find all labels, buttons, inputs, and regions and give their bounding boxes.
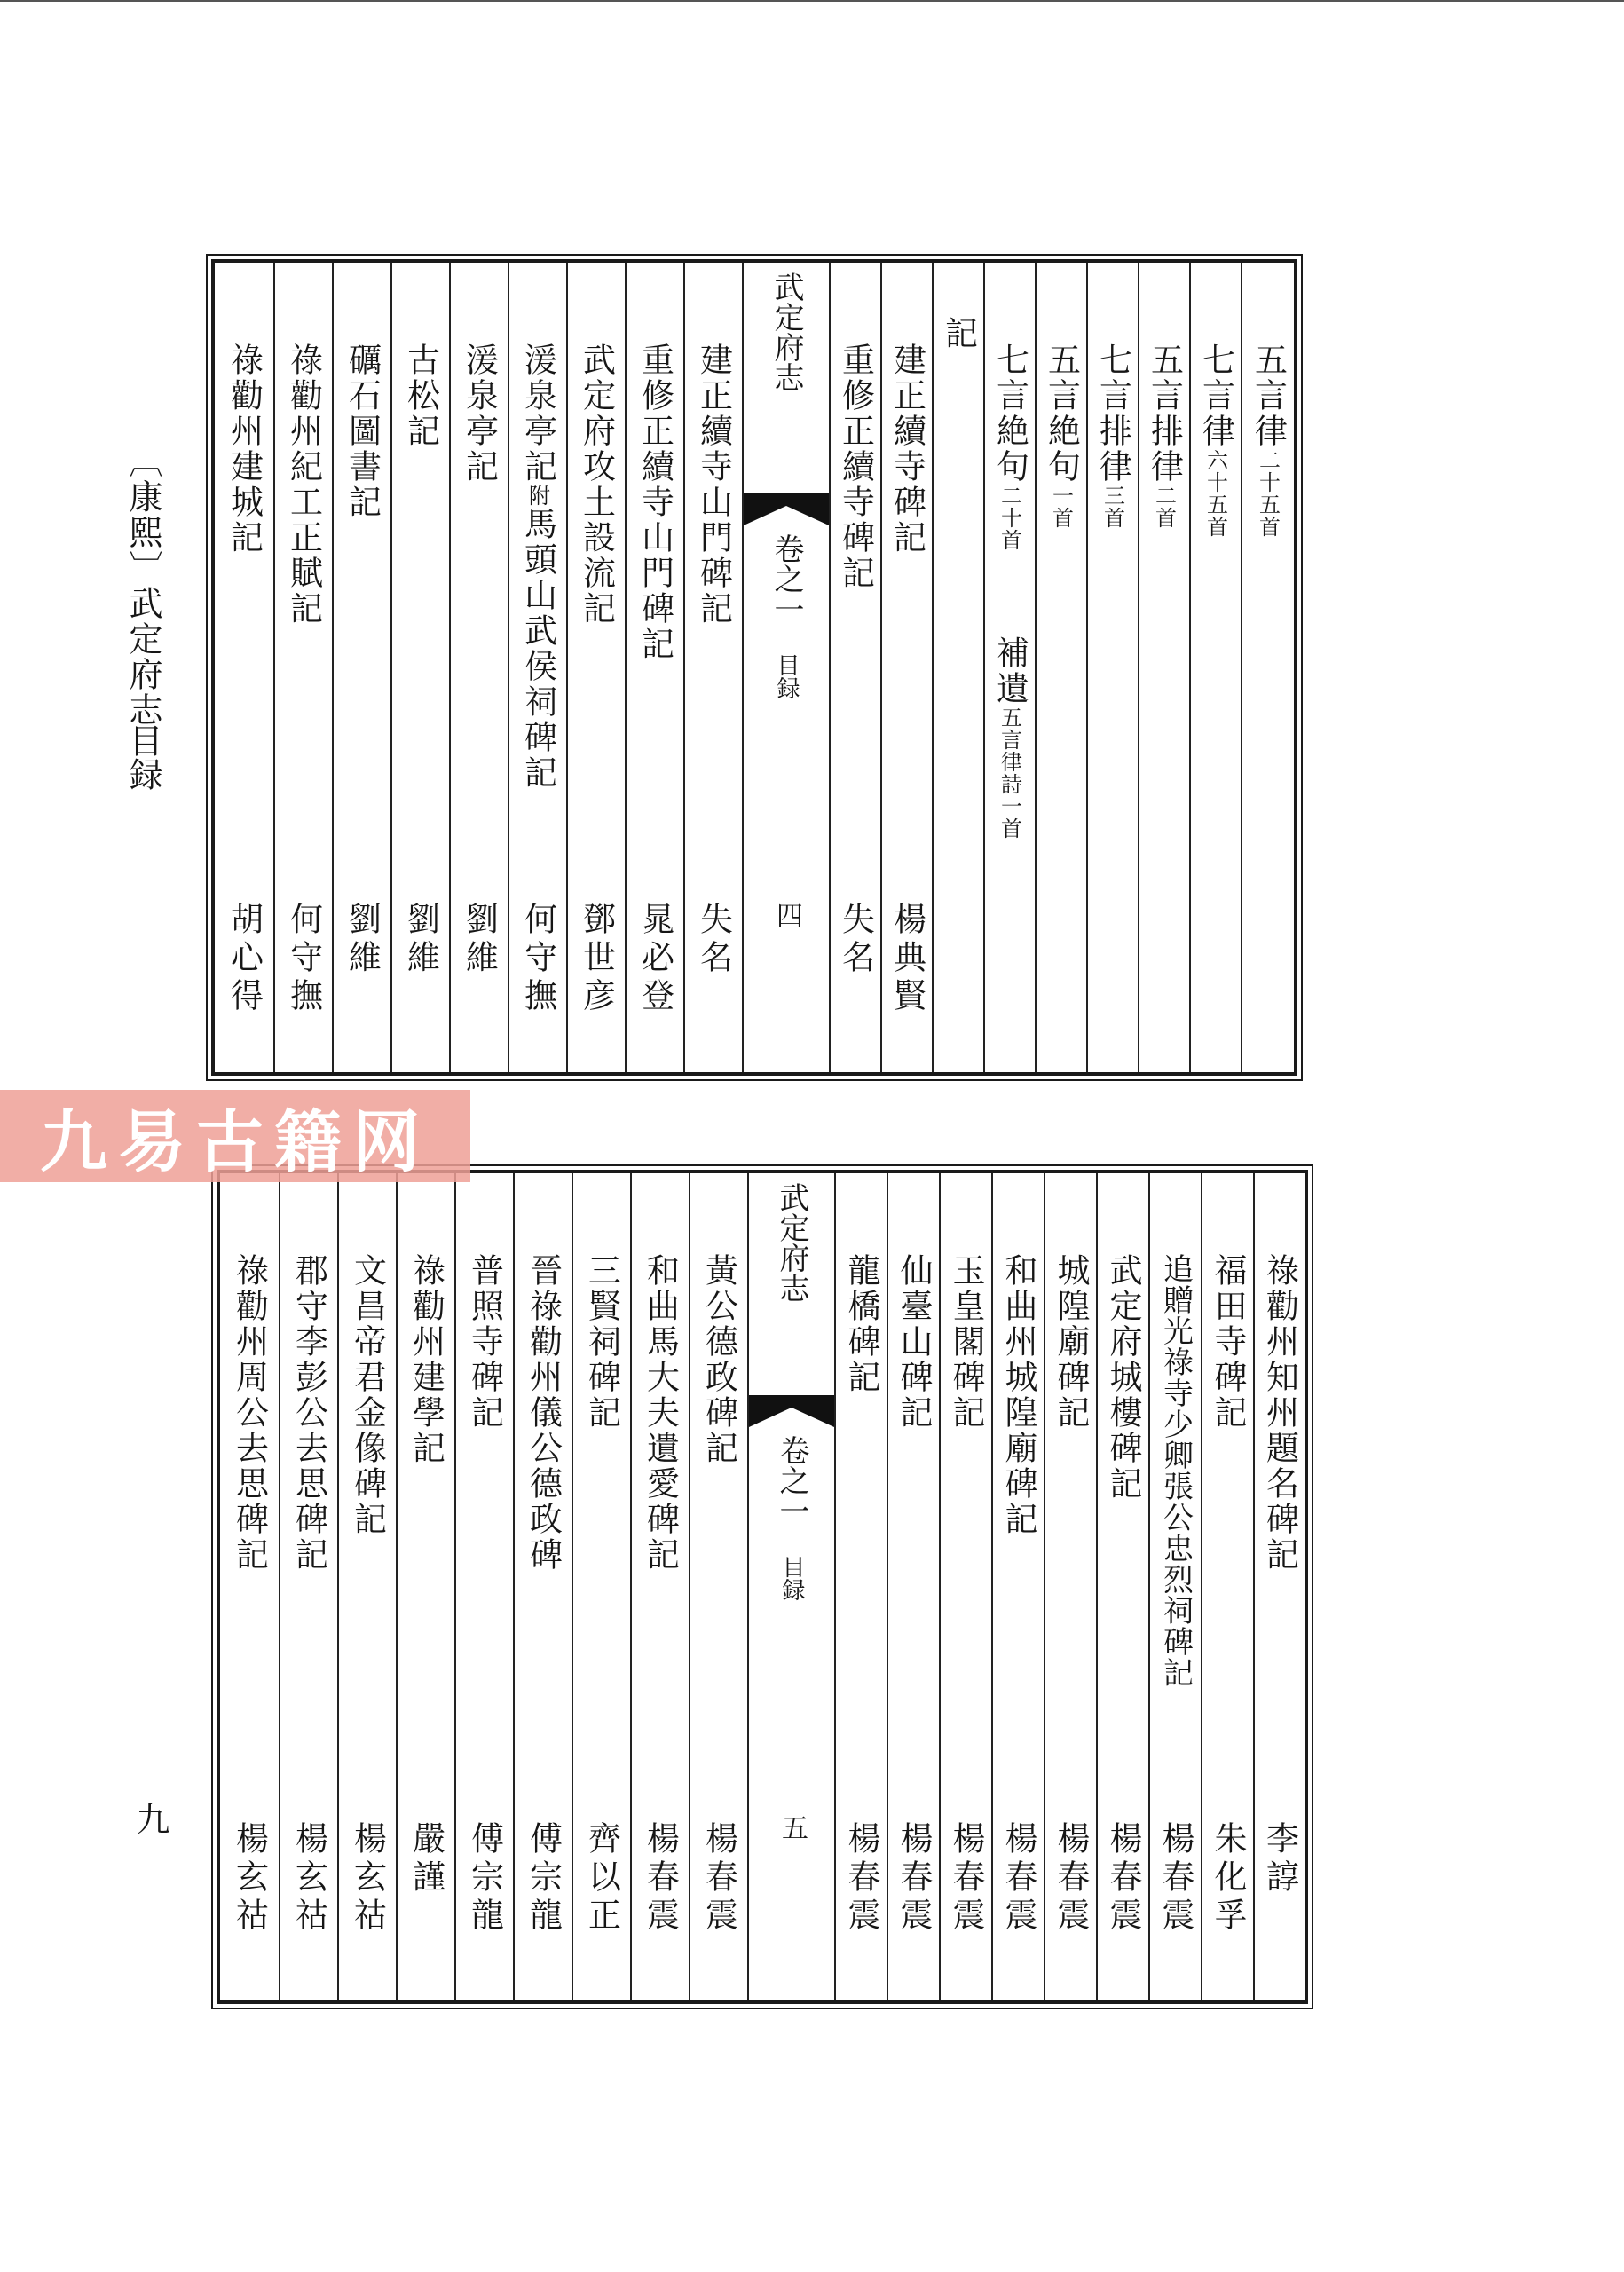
entry-title: 黃公德政碑記 bbox=[699, 1253, 738, 1466]
entry-author: 劉維 bbox=[343, 902, 382, 978]
entry-author: 傅宗龍 bbox=[465, 1821, 504, 1936]
entry-title: 郡守李彭公去思碑記 bbox=[289, 1253, 328, 1573]
entry-author: 楊玄祜 bbox=[348, 1821, 387, 1936]
column bbox=[449, 263, 508, 1072]
entry-author: 胡心得 bbox=[225, 902, 264, 1016]
entry-author: 晁必登 bbox=[635, 902, 674, 1016]
entry-title bbox=[1196, 343, 1235, 538]
column bbox=[932, 263, 983, 1072]
column bbox=[887, 1173, 939, 2000]
entry-title-text: 七言律 bbox=[1196, 343, 1235, 449]
entry-extra: 馬頭山武侯祠碑記 bbox=[518, 507, 557, 791]
column bbox=[1201, 1173, 1253, 2000]
entry-title: 和曲馬大夫遺愛碑記 bbox=[641, 1253, 680, 1573]
entry-title: 仙臺山碑記 bbox=[895, 1253, 933, 1431]
center-spine bbox=[742, 263, 829, 1072]
entry-title-text: 湲泉亭記 bbox=[518, 343, 557, 485]
chapter-label: 目録 bbox=[123, 723, 162, 791]
spine-title: 武定府志 bbox=[774, 1182, 809, 1303]
entry-author: 楊典賢 bbox=[887, 902, 926, 1016]
entry-title: 記 bbox=[939, 316, 978, 351]
column bbox=[880, 263, 932, 1072]
column bbox=[1148, 1173, 1201, 2000]
entry-author: 何守撫 bbox=[284, 902, 323, 1016]
spine-section: 目録 bbox=[778, 1555, 805, 1601]
entry-author: 楊春震 bbox=[947, 1821, 985, 1936]
entry-title: 湲泉亭記 bbox=[460, 343, 499, 485]
column bbox=[1241, 263, 1294, 1072]
column bbox=[513, 1173, 572, 2000]
entry-title: 玉皇閣碑記 bbox=[947, 1253, 985, 1431]
column bbox=[829, 263, 880, 1072]
column bbox=[279, 1173, 337, 2000]
entry-title: 追贈光祿寺少卿張公忠烈祠碑記 bbox=[1157, 1253, 1194, 1688]
column bbox=[939, 1173, 991, 2000]
column bbox=[396, 1173, 454, 2000]
column bbox=[1253, 1173, 1305, 2000]
entry-title: 晉祿勸州儀公德政碑 bbox=[524, 1253, 563, 1573]
entry-title-text: 五言排律 bbox=[1145, 343, 1184, 485]
column bbox=[834, 1173, 887, 2000]
column bbox=[215, 263, 273, 1072]
site-watermark: 九易古籍网 bbox=[0, 1090, 470, 1182]
center-spine bbox=[747, 1173, 834, 2000]
column bbox=[390, 263, 449, 1072]
entry-title: 武定府城樓碑記 bbox=[1104, 1253, 1142, 1502]
entry-title: 武定府攻土設流記 bbox=[577, 343, 616, 627]
entry-title bbox=[1093, 343, 1132, 529]
entry-title: 龍橋碑記 bbox=[842, 1253, 880, 1395]
entry-title-text: 七言排律 bbox=[1093, 343, 1132, 485]
entry-note: 二首 bbox=[1151, 485, 1177, 529]
fish-tail-mark bbox=[749, 1395, 834, 1427]
column bbox=[332, 263, 390, 1072]
upper-page-block bbox=[211, 259, 1297, 1076]
entry-title: 文昌帝君金像碑記 bbox=[348, 1253, 387, 1537]
entry-title: 建正續寺山門碑記 bbox=[694, 343, 733, 627]
entry-title bbox=[518, 343, 557, 791]
entry-extra bbox=[990, 635, 1029, 840]
entry-title-text: 五言律 bbox=[1249, 343, 1288, 449]
entry-author: 楊春震 bbox=[1052, 1821, 1090, 1936]
entry-note: 二十首 bbox=[997, 485, 1022, 551]
entry-author: 楊春震 bbox=[895, 1821, 933, 1936]
entry-author: 楊春震 bbox=[699, 1821, 738, 1936]
column bbox=[566, 263, 625, 1072]
entry-title: 古松記 bbox=[401, 343, 440, 449]
column bbox=[983, 263, 1035, 1072]
column bbox=[1138, 263, 1189, 1072]
top-edge-rule bbox=[0, 0, 1624, 2]
entry-title: 建正續寺碑記 bbox=[887, 343, 926, 556]
fish-tail-mark bbox=[744, 493, 829, 525]
entry-title: 和曲州城隍廟碑記 bbox=[999, 1253, 1037, 1537]
entry-title bbox=[990, 343, 1029, 551]
lower-page-block bbox=[217, 1170, 1308, 2004]
entry-title: 祿勸州建城記 bbox=[225, 343, 264, 556]
entry-author: 嚴謹 bbox=[406, 1821, 445, 1897]
column bbox=[1189, 263, 1241, 1072]
column bbox=[337, 1173, 396, 2000]
column bbox=[454, 1173, 513, 2000]
entry-author: 何守撫 bbox=[518, 902, 557, 1016]
entry-author: 朱化孚 bbox=[1209, 1821, 1247, 1936]
entry-title: 重修正續寺碑記 bbox=[836, 343, 875, 591]
entry-author: 失名 bbox=[836, 902, 875, 978]
entry-extra-text: 補遺 bbox=[990, 635, 1029, 706]
column bbox=[625, 263, 683, 1072]
entry-title: 祿勸州知州題名碑記 bbox=[1260, 1253, 1299, 1573]
page-number: 九 bbox=[130, 1802, 169, 1835]
entry-title: 三賢祠碑記 bbox=[582, 1253, 621, 1431]
entry-author: 鄧世彦 bbox=[577, 902, 616, 1016]
entry-title-text: 五言絶句 bbox=[1042, 343, 1081, 485]
spine-title: 武定府志 bbox=[769, 272, 804, 392]
entry-title: 普照寺碑記 bbox=[465, 1253, 504, 1431]
entry-author: 失名 bbox=[694, 902, 733, 978]
column bbox=[220, 1173, 279, 2000]
entry-author: 楊春震 bbox=[1156, 1821, 1194, 1936]
spine-section: 目録 bbox=[773, 653, 800, 699]
entry-title bbox=[1042, 343, 1081, 529]
entry-author: 劉維 bbox=[401, 902, 440, 978]
entry-author: 楊玄祜 bbox=[289, 1821, 328, 1936]
entry-note: 附 bbox=[524, 485, 550, 507]
entry-title: 祿勸州紀工正賦記 bbox=[284, 343, 323, 627]
entry-title bbox=[1145, 343, 1184, 529]
entry-title: 祿勸州建學記 bbox=[406, 1253, 445, 1466]
entry-author: 楊春震 bbox=[842, 1821, 880, 1936]
column bbox=[683, 263, 742, 1072]
spine-volume: 卷之一 bbox=[769, 533, 804, 624]
entry-note: 六十五首 bbox=[1202, 449, 1228, 538]
entry-author: 楊春震 bbox=[1104, 1821, 1142, 1936]
spine-page: 五 bbox=[777, 1814, 808, 1841]
spine-volume: 卷之一 bbox=[774, 1435, 809, 1526]
entry-title: 重修正續寺山門碑記 bbox=[635, 343, 674, 662]
entry-title: 福田寺碑記 bbox=[1209, 1253, 1247, 1431]
column bbox=[508, 263, 566, 1072]
entry-author: 楊玄祜 bbox=[230, 1821, 269, 1936]
entry-title: 祿勸州周公去思碑記 bbox=[230, 1253, 269, 1573]
column bbox=[1035, 263, 1086, 1072]
entry-author: 傅宗龍 bbox=[524, 1821, 563, 1936]
column bbox=[273, 263, 332, 1072]
spine-page: 四 bbox=[771, 902, 802, 928]
column bbox=[630, 1173, 689, 2000]
entry-extra-note: 五言律詩一首 bbox=[997, 706, 1022, 840]
entry-author: 楊春震 bbox=[641, 1821, 680, 1936]
column bbox=[991, 1173, 1044, 2000]
entry-title: 城隍廟碑記 bbox=[1052, 1253, 1090, 1431]
entry-note: 二十五首 bbox=[1255, 449, 1281, 538]
entry-title bbox=[1249, 343, 1288, 538]
entry-note: 一首 bbox=[1048, 485, 1074, 529]
entry-author: 劉維 bbox=[460, 902, 499, 978]
column bbox=[1086, 263, 1138, 1072]
column bbox=[572, 1173, 630, 2000]
column bbox=[1096, 1173, 1148, 2000]
column bbox=[1044, 1173, 1096, 2000]
book-title: 〔康熙〕武定府志 bbox=[123, 444, 162, 728]
entry-title-text: 七言絶句 bbox=[990, 343, 1029, 485]
entry-author: 李諄 bbox=[1260, 1821, 1299, 1897]
entry-author: 楊春震 bbox=[999, 1821, 1037, 1936]
entry-title: 礪石圖書記 bbox=[343, 343, 382, 520]
entry-note: 三首 bbox=[1100, 485, 1125, 529]
column bbox=[689, 1173, 747, 2000]
entry-author: 齊以正 bbox=[582, 1821, 621, 1936]
